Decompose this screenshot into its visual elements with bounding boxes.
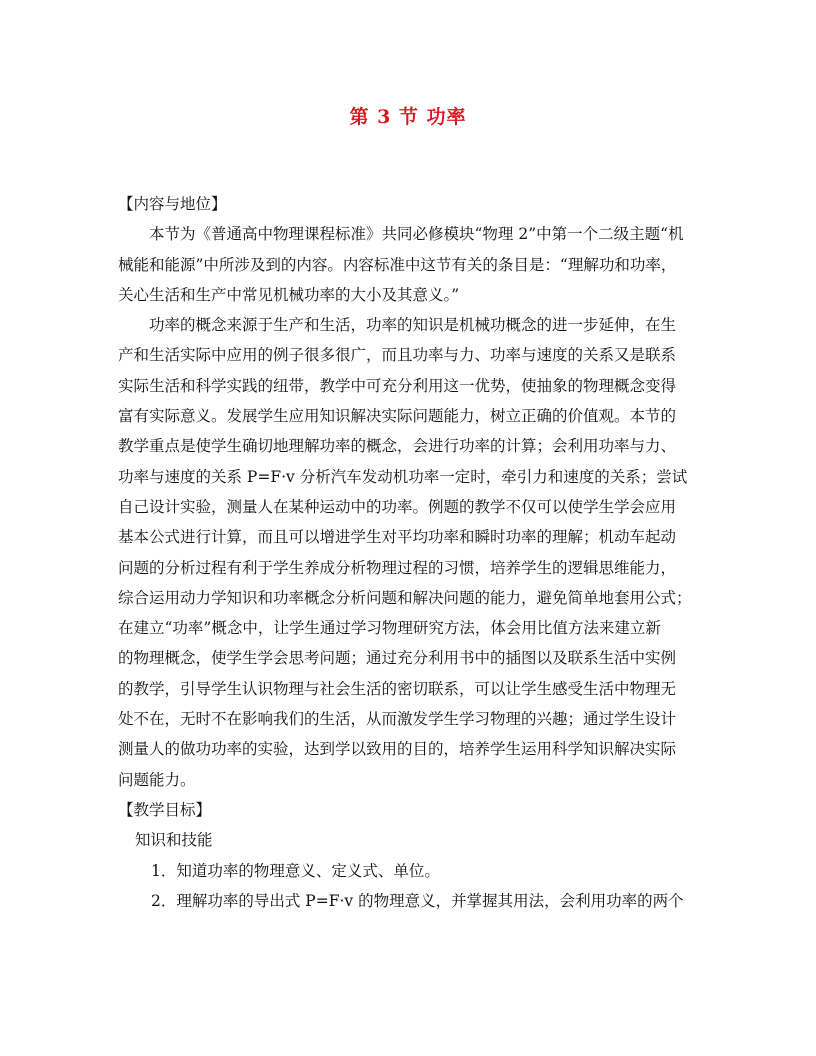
text-line: 在建立“功率”概念中，让学生通过学习物理研究方法，体会用比值方法来建立新 — [118, 619, 661, 638]
text-line: 基本公式进行计算，而且可以增进学生对平均功率和瞬时功率的理解；机动车起动 — [118, 528, 677, 547]
document-body — [118, 189, 712, 916]
paragraph-power-concept — [118, 310, 712, 795]
text-line: 处不在，无时不在影响我们的生活，从而激发学生学习物理的兴趣；通过学生设计 — [118, 710, 677, 729]
text-line: 实际生活和科学实践的纽带，教学中可充分利用这一优势，使抽象的物理概念变得 — [118, 376, 677, 395]
sub-heading-knowledge-skills: 知识和技能 — [135, 831, 213, 850]
list-item: 1．知道功率的物理意义、定义式、单位。 — [151, 861, 440, 880]
list-item: 2．理解功率的导出式 P=F·v 的物理意义，并掌握其用法，会利用功率的两个 — [151, 891, 684, 910]
section-heading-content-position: 【内容与地位】 — [118, 195, 227, 213]
text-line: 问题的分析过程有利于学生养成分析物理过程的习惯，培养学生的逻辑思维能力， — [118, 558, 677, 577]
text-line: 问题能力。 — [118, 770, 196, 789]
text-line: 测量人的做功功率的实验，达到学以致用的目的，培养学生运用科学知识解决实际 — [118, 740, 677, 759]
text-line: 产和生活实际中应用的例子很多很广，而且功率与力、功率与速度的关系又是联系 — [118, 346, 677, 365]
section-heading-teaching-objectives: 【教学目标】 — [118, 800, 212, 819]
text-line: 功率的概念来源于生产和生活，功率的知识是机械功概念的进一步延伸，在生 — [149, 316, 677, 335]
paragraph-curriculum-standard — [118, 219, 712, 310]
text-line: 的物理概念，使学生学会思考问题；通过充分利用书中的插图以及联系生活中实例 — [118, 649, 677, 668]
text-line: 富有实际意义。发展学生应用知识解决实际问题能力，树立正确的价值观。本节的 — [118, 407, 677, 426]
text-line: 的教学，引导学生认识物理与社会生活的密切联系，可以让学生感受生活中物理无 — [118, 679, 677, 698]
text-line: 本节为《普通高中物理课程标准》共同必修模块“物理 2”中第一个二级主题“机 — [149, 225, 684, 244]
text-line: 自己设计实验，测量人在某种运动中的功率。例题的教学不仅可以使学生学会应用 — [118, 497, 677, 516]
text-line: 械能和能源”中所涉及到的内容。内容标准中这节有关的条目是：“理解功和功率， — [118, 255, 677, 274]
text-line: 功率与速度的关系 P=F·v 分析汽车发动机功率一定时，牵引力和速度的关系；尝试 — [118, 467, 688, 486]
text-line: 关心生活和生产中常见机械功率的大小及其意义。” — [118, 285, 460, 304]
text-line: 教学重点是使学生确切地理解功率的概念，会进行功率的计算；会利用功率与力、 — [118, 437, 677, 456]
text-line: 综合运用动力学知识和功率概念分析问题和解决问题的能力，避免简单地套用公式； — [118, 588, 692, 607]
page-title: 第 3 节 功率 — [349, 106, 467, 128]
